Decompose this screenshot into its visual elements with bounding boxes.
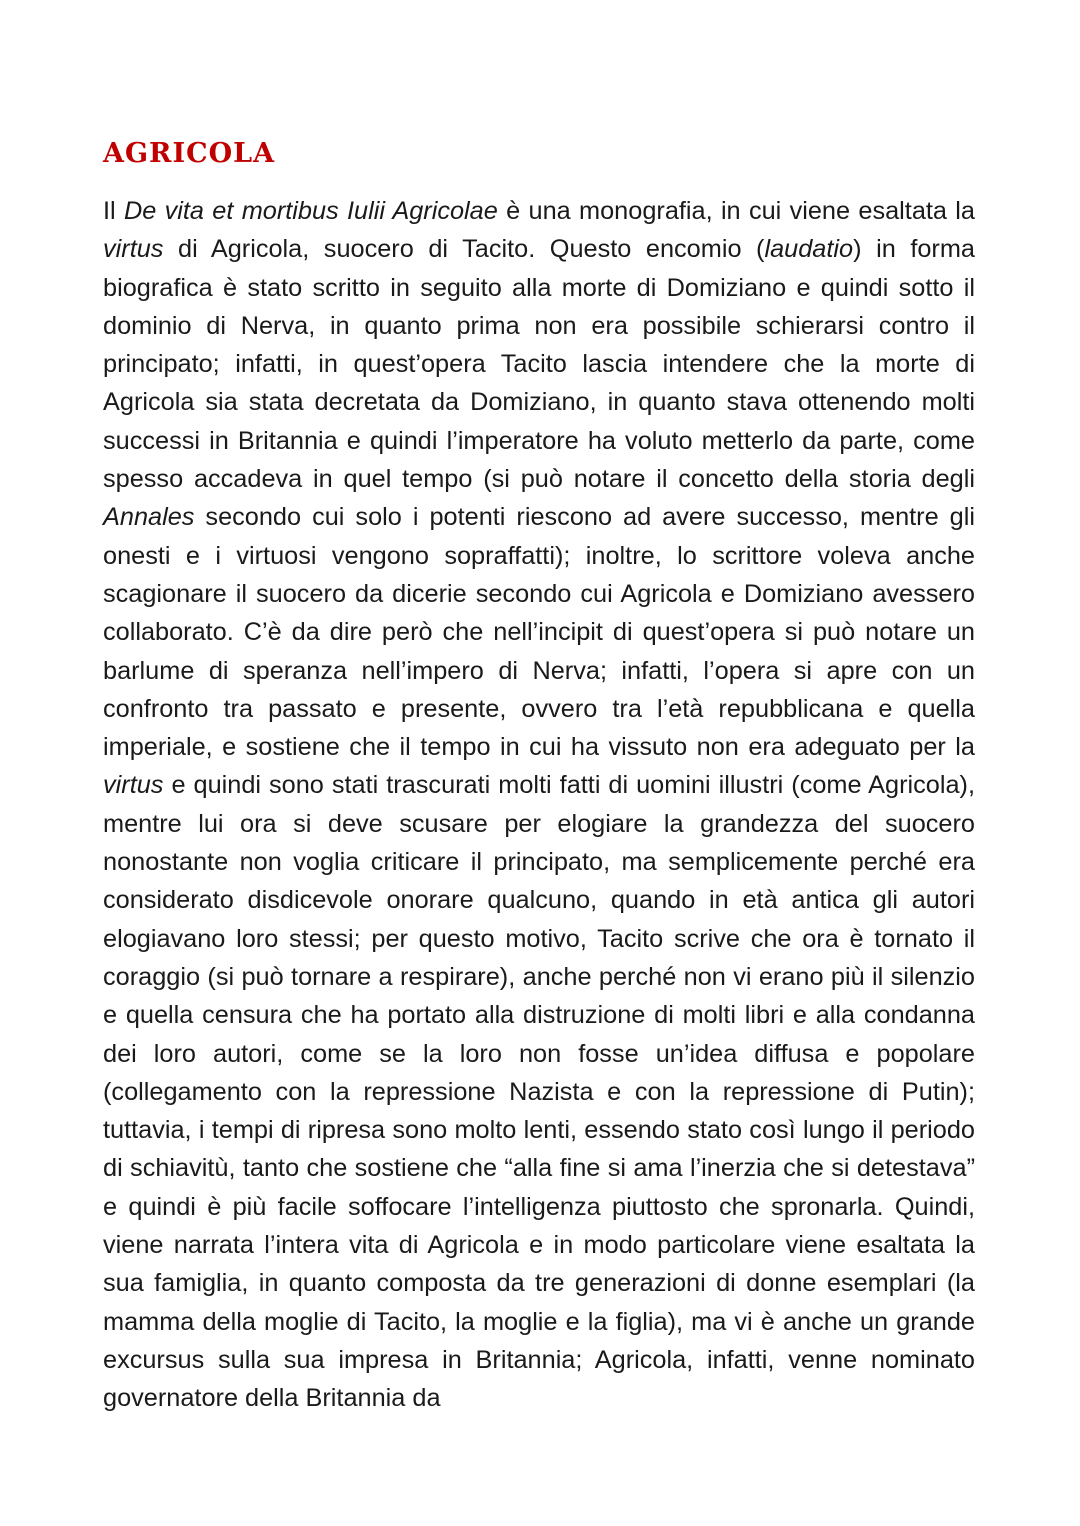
text-run: di Agricola, suocero di Tacito. Questo encomio ( xyxy=(163,235,765,264)
italic-text-run: De vita et mortibus Iulii Agricolae xyxy=(123,197,498,225)
italic-text-run: virtus xyxy=(103,771,164,800)
text-run: è una monografia, in cui viene esaltata la xyxy=(497,197,975,225)
italic-text-run: laudatio xyxy=(764,235,854,264)
italic-text-run: Annales xyxy=(103,503,195,532)
text-run: secondo cui solo i potenti riescono ad avere successo, mentre gli onesti e i virtuosi vengono sopraffatti); inoltre, lo scrittore voleva anche scagionare il suocero da dicerie secondo cui Agricola e Domiziano avessero collaborato. C’è da dire però che nell’incipit di quest’opera si può notare un barlume di speranza nell’impero di Nerva; infatti, l’opera si apre con un confronto tra passato e presente, ovvero tra l’età repubblicana e quella imperiale, e sostiene che il tempo in cui ha vissuto non era adeguato per la xyxy=(103,503,975,762)
text-run: ) in forma biografica è stato scritto in seguito alla morte di Domiziano e quindi sotto il dominio di Nerva, in quanto prima non era possibile schierarsi contro il principato; infatti, in quest’opera Tacito lascia intendere che la morte di Agricola sia stata decretata da Domiziano, in quanto stava ottenendo molti successi in Britannia e quindi l’imperatore ha voluto metterlo da parte, come spesso accadeva in quel tempo (si può notare il concetto della storia degli xyxy=(103,235,975,494)
document-page xyxy=(103,138,975,1418)
body-paragraph xyxy=(103,192,975,1418)
text-run: Il xyxy=(103,197,124,225)
italic-text-run: virtus xyxy=(103,235,164,264)
text-run: e quindi sono stati trascurati molti fatti di uomini illustri (come Agricola), mentre lui ora si deve scusare per elogiare la grandezza del suocero nonostante non voglia criticare il principato, ma semplicemente perché era considerato disdicevole onorare qualcuno, quando in età antica gli autori elogiavano loro stessi; per questo motivo, Tacito scrive che ora è tornato il coraggio (si può tornare a respirare), anche perché non vi erano più il silenzio e quella censura che ha portato alla distruzione di molti libri e alla condanna dei loro autori, come se la loro non fosse un’idea diffusa e popolare (collegamento con la repressione Nazista e con la repressione di Putin); tuttavia, i tempi di ripresa sono molto lenti, essendo stato così lungo il periodo di schiavitù, tanto che sostiene che “alla fine si ama l’inerzia che si detestava” e quindi è più facile soffocare l’intelligenza piuttosto che spronarla. Quindi, viene narrata l’intera vita di Agricola e in modo particolare viene esaltata la sua famiglia, in quanto composta da tre generazioni di donne esemplari (la mamma della moglie di Tacito, la moglie e la figlia), ma vi è anche un grande excursus sulla sua impresa in Britannia; Agricola, infatti, venne nominato governatore della Britannia da xyxy=(103,771,975,1413)
page-title: AGRICOLA xyxy=(103,138,276,169)
